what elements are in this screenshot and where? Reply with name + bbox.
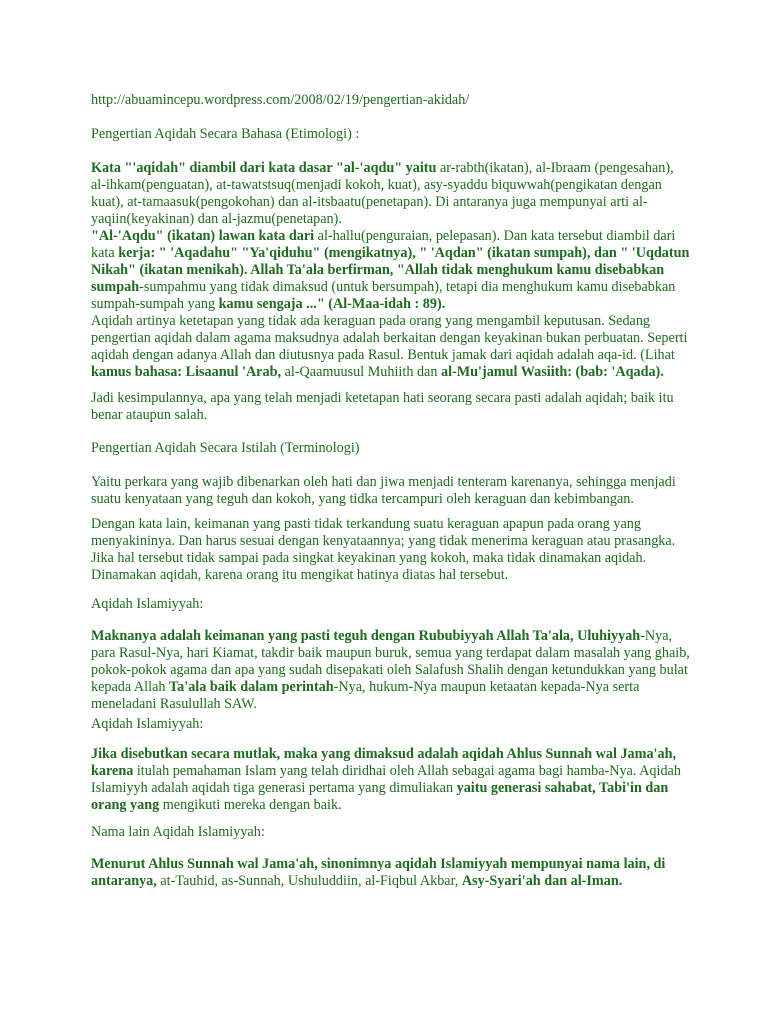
bold-run: al-Mu'jamul Wasiith: (bab: 'Aqada). xyxy=(441,364,664,380)
paragraph-menurut xyxy=(91,856,691,890)
heading-nama-lain: Nama lain Aqidah Islamiyyah: xyxy=(91,824,265,840)
text-run: -sumpahmu yang tidak dimaksud (untuk bersumpah), tetapi dia menghukum kamu disebabkan sumpah-sumpah yang xyxy=(91,279,676,312)
heading-aqidah-islamiyyah-2: Aqidah Islamiyyah: xyxy=(91,716,204,732)
paragraph-kata-aqidah xyxy=(91,160,691,228)
heading-aqidah-islamiyyah-1: Aqidah Islamiyyah: xyxy=(91,596,204,612)
text-run: mengikuti mereka dengan baik. xyxy=(159,797,342,813)
bold-run: kamu sengaja ..." (Al-Maa-idah : 89). xyxy=(218,296,446,312)
source-url: http://abuamincepu.wordpress.com/2008/02/19/pengertian-akidah/ xyxy=(91,92,470,108)
paragraph-al-aqdu xyxy=(91,228,691,313)
bold-run: yaitu generasi sahabat, Tabi'in dan orang yang xyxy=(91,780,669,813)
text-run: itulah pemahaman Islam yang telah diridhai oleh Allah sebagai agama bagi hamba-Nya. Aqidah Islamiyyh adalah aqidah tiga generasi pertama yang dimuliakan xyxy=(91,763,681,796)
bold-run: kamus bahasa: Lisaanul 'Arab, xyxy=(91,364,282,380)
paragraph-kata-lain: Dengan kata lain, keimanan yang pasti tidak terkandung suatu keraguan apapun pada orang yang menyakininya. Dan harus sesuai dengan kenyataannya; yang tidak menerima keraguan atau prasangka. Jika hal tersebut tidak sampai pada singkat keyakinan yang kokoh, maka tidak dinamakan aqidah. Dinamakan aqidah, karena orang itu mengikat hatinya diatas hal tersebut. xyxy=(91,516,676,583)
bold-run: Jika disebutkan secara mutlak, maka yang dimaksud adalah aqidah Ahlus Sunnah wal Jama'ah, karena xyxy=(91,746,677,779)
paragraph-yaitu: Yaitu perkara yang wajib dibenarkan oleh hati dan jiwa menjadi tenteram karenanya, sehingga menjadi suatu kenyataan yang teguh dan kokoh, yang tidka tercampuri oleh keraguan dan kebimbangan. xyxy=(91,474,676,507)
paragraph-kesimpulan: Jadi kesimpulannya, apa yang telah menjadi ketetapan hati seorang secara pasti adalah aqidah; baik itu benar ataupun salah. xyxy=(91,390,674,423)
paragraph-aqidah-artinya xyxy=(91,313,691,381)
text-run: Aqidah artinya ketetapan yang tidak ada keraguan pada orang yang mengambil keputusan. Sedang pengertian aqidah dalam agama maksudnya adalah berkaitan dengan keyakinan bukan perbuatan. Seperti aqidah dengan adanya Allah dan diutusnya pada Rasul. Bentuk jamak dari aqidah adalah aqa-id. (Lihat xyxy=(91,313,688,363)
text-run: -Nya, para Rasul-Nya, hari Kiamat, takdir baik maupun buruk, semua yang terdapat dalam masalah yang ghaib, pokok-pokok agama dan apa yang sudah disepakati oleh Salafush Shalih dengan ketundukkan yang bulat kepada Allah xyxy=(91,628,690,695)
text-run: ar-rabth(ikatan), al-Ibraam (pengesahan), al-ihkam(penguatan), at-tawatstsuq(menjadi kokoh, kuat), asy-syaddu biquwwah(pengikatan dengan kuat), at-tamaasuk(pengokohan) dan al-itsbaatu(penetapan). Di antaranya juga mempunyai arti al-yaqiin(keyakinan) dan al-jazmu(penetapan). xyxy=(91,160,674,227)
heading-bahasa: Pengertian Aqidah Secara Bahasa (Etimologi) : xyxy=(91,126,360,142)
bold-run: Kata "'aqidah" diambil dari kata dasar "al-'aqdu" yaitu xyxy=(91,160,437,176)
paragraph-jika-disebutkan xyxy=(91,746,691,814)
text-run: at-Tauhid, as-Sunnah, Ushuluddiin, al-Fiqbul Akbar, xyxy=(156,873,462,889)
bold-run: "Al-'Aqdu" (ikatan) lawan kata dari xyxy=(91,228,315,244)
text-run: al-Qaamuusul Muhiith dan xyxy=(281,364,441,380)
bold-run: Ta'ala baik dalam perintah xyxy=(169,679,334,695)
bold-run: Asy-Syari'ah dan al-Iman. xyxy=(461,873,623,889)
heading-istilah: Pengertian Aqidah Secara Istilah (Terminologi) xyxy=(91,440,360,456)
bold-run: kerja: " 'Aqadahu" "Ya'qiduhu" (mengikatnya), " 'Aqdan" (ikatan sumpah), dan " 'Uqdatun Nikah" (ikatan menikah). Allah Ta'ala berfirman, "Allah tidak menghukum kamu disebabkan sumpah xyxy=(91,245,690,295)
bold-run: Maknanya adalah keimanan yang pasti teguh dengan Rububiyyah Allah Ta'ala, Uluhiyyah xyxy=(91,628,641,644)
text-run: al-hallu(penguraian, pelepasan). Dan kata tersebut diambil dari kata xyxy=(91,228,676,261)
bold-run: Menurut Ahlus Sunnah wal Jama'ah, sinonimnya aqidah Islamiyyah mempunyai nama lain, di antaranya, xyxy=(91,856,666,889)
paragraph-maknanya xyxy=(91,628,691,713)
text-run: -Nya, hukum-Nya maupun ketaatan kepada-Nya serta meneladani Rasulullah SAW. xyxy=(91,679,640,712)
